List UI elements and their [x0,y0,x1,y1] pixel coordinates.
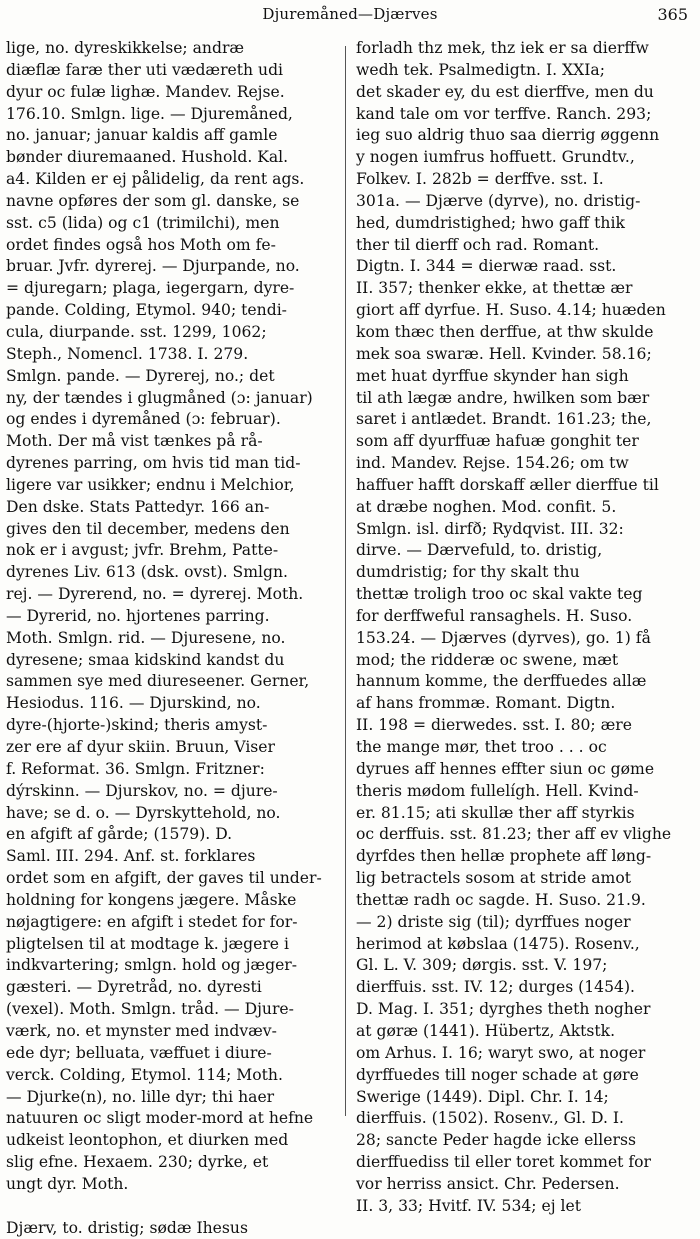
text-line: nøjagtigere: en afgift i stedet for for- [6,912,298,931]
text-line: cula, diurpande. sst. 1299, 1062; [6,322,267,341]
text-line: rej. — Dyrerend, no. = dyrerej. Moth. [6,585,304,604]
text-line: kand tale om vor terffve. Ranch. 293; [356,104,652,123]
text-line: wedh tek. Psalmedigtn. I. XXIa; [356,60,605,79]
text-line: herimod at købslaa (1475). Rosenv., [356,934,640,953]
text-line: en afgift af gårde; (1579). D. [6,825,233,844]
text-line: 28; sancte Peder hagde icke ellerss [356,1131,636,1150]
text-line: indkvartering; smlgn. hold og jæger- [6,956,298,975]
text-line: dyrffuedes till noger schade at gøre [356,1065,639,1084]
text-line [6,1196,338,1218]
text-line: II. 3, 33; Hvitf. IV. 534; ej let [356,1196,581,1215]
text-line: — Dyrerid, no. hjortenes parring. [6,606,270,625]
text-line: dierffuis. sst. IV. 12; durges (1454). [356,978,635,997]
text-line: pande. Colding, Etymol. 940; tendi- [6,301,287,320]
text-line: D. Mag. I. 351; dyrghes theth nogher [356,1000,651,1019]
text-line: f. Reformat. 36. Smlgn. Fritzner: [6,759,265,778]
text-line: verck. Colding, Etymol. 114; Moth. [6,1065,283,1084]
text-line: dierffuis. (1502). Rosenv., Gl. D. I. [356,1109,625,1128]
text-line: vor herriss ansict. Chr. Pedersen. [356,1174,620,1193]
text-line: til ath lægæ andre, hwilken som bær [356,388,650,407]
text-line: for derffweful ransaghels. H. Suso. [356,606,633,625]
text-line: dyre-(hjorte-)skind; theris amyst- [6,716,268,735]
text-line: hannum komme, the derffuedes allæ [356,672,647,691]
page-number: 365 [657,5,688,24]
text-line: dyrfdes then hellæ prophete aff løng- [356,847,652,866]
column-rule [345,46,346,1116]
text-line: (vexel). Moth. Smlgn. tråd. — Djure- [6,1000,294,1019]
text-line: have; se d. o. — Dyrskyttehold, no. [6,803,281,822]
text-line: — Djurke(n), no. lille dyr; thi haer [6,1087,275,1106]
text-line: dyrenes parring, om hvis tid man tid- [6,454,301,473]
text-line: om Arhus. I. 16; waryt swo, at noger [356,1043,646,1062]
text-line: Gl. L. V. 309; dørgis. sst. V. 197; [356,956,608,975]
text-line: gives den til december, medens den [6,519,290,538]
text-line: dyur oc fulæ lighæ. Mandev. Rejse. [6,82,285,101]
text-line: som aff dyurffuæ hafuæ gonghit ter [356,432,639,451]
text-line: Djærv, to. dristig; sødæ Ihesus [6,1218,248,1237]
text-line: ther til dierff och rad. Romant. [356,235,600,254]
text-line: dumdristig; for thy skalt thu [356,563,580,582]
text-line: holdning for kongens jægere. Måske [6,890,297,909]
text-line: 153.24. — Djærves (dyrves), go. 1) få [356,628,651,647]
text-line: diæflæ faræ ther uti vædæreth udi [6,60,284,79]
text-line: thettæ troligh troo oc skal vakte teg [356,585,643,604]
text-line: dyrues aff hennes effter siun oc gøme [356,759,655,778]
text-line: y nogen iumfrus hoffuett. Grundtv., [356,148,635,167]
text-line: 176.10. Smlgn. lige. — Djuremåned, [6,104,293,123]
text-line: at dræbe noghen. Mod. confit. 5. [356,497,617,516]
text-line: ordet findes også hos Moth om fe- [6,235,276,254]
text-line: haffuer hafft dorskaff æller dierffue til [356,475,659,494]
text-line: og endes i dyremåned (ɔ: februar). [6,410,281,429]
text-line: af hans frommæ. Romant. Digtn. [356,694,616,713]
text-line: lig betractels sosom at stride amot [356,869,631,888]
text-line: dirve. — Dærvefuld, to. dristig, [356,541,603,560]
text-line: theris mødom fullelígh. Hell. Kvind- [356,781,639,800]
text-line: dyrenes Liv. 613 (dsk. ovst). Smlgn. [6,563,288,582]
text-line: at gøræ (1441). Hübertz, Aktstk. [356,1021,616,1040]
text-line: værk, no. et mynster med indvæv- [6,1021,277,1040]
text-line: saret i antlædet. Brandt. 161.23; the, [356,410,652,429]
text-line: forladh thz mek, thz iek er sa dierffw [356,39,649,57]
text-line: bønder diuremaaned. Hushold. Kal. [6,148,289,167]
text-line: II. 198 = dierwedes. sst. I. 80; ære [356,716,632,735]
text-line: bruar. Jvfr. dyrerej. — Djurpande, no. [6,257,300,276]
text-line: nok er i avgust; jvfr. Brehm, Patte- [6,541,279,560]
text-line: Moth. Smlgn. rid. — Djuresene, no. [6,628,286,647]
text-line: ungt dyr. Moth. [6,1174,129,1193]
text-line: slig efne. Hexaem. 230; dyrke, et [6,1153,269,1172]
text-line: Saml. III. 294. Anf. st. forklares [6,847,256,866]
text-line: no. januar; januar kaldis aff gamle [6,126,278,145]
text-line: the mange mør, thet troo . . . oc [356,738,607,756]
text-line: er. 81.15; ati skullæ ther aff styrkis [356,803,635,822]
text-line: ieg suo aldrig thuo saa dierrig øggenn [356,126,660,145]
text-line: mek soa swaræ. Hell. Kvinder. 58.16; [356,344,652,363]
text-line: II. 357; thenker ekke, at thettæ ær [356,279,633,298]
text-line: navne opføres der som gl. danske, se [6,191,300,210]
running-head [0,5,700,27]
text-line: dyresene; smaa kidskind kandst du [6,650,285,669]
text-line: — 2) driste sig (til); dyrffues noger [356,912,631,931]
text-line: dýrskinn. — Djurskov, no. = djure- [6,781,278,800]
text-line: Moth. Der må vist tænkes på rå- [6,432,263,451]
right-column [356,38,688,1218]
running-title: Djuremåned—Djærves [262,5,438,23]
text-line: dierffuediss til eller toret kommet for [356,1153,652,1172]
text-line: = djuregarn; plaga, iegergarn, dyre- [6,279,295,298]
text-line: a4. Kilden er ej pålidelig, da rent ags. [6,170,305,189]
text-line: Den dske. Stats Pattedyr. 166 an- [6,497,270,516]
text-line: mod; the ridderæ oc swene, mæt [356,650,619,669]
text-line: lige, no. dyreskikkelse; andræ [6,39,245,57]
text-line: ny, der tændes i glugmåned (ɔ: januar) [6,388,313,407]
text-line: Smlgn. pande. — Dyrerej, no.; det [6,366,275,385]
text-line: udkeist leontophon, et diurken med [6,1131,289,1150]
text-line: ind. Mandev. Rejse. 154.26; om tw [356,454,629,473]
text-line: ligere var usikker; endnu i Melchior, [6,475,295,494]
text-line: Folkev. I. 282b = derffve. sst. I. [356,170,604,189]
text-line: sst. c5 (lida) og c1 (trimilchi), men [6,213,280,232]
text-line: zer ere af dyur skiin. Bruun, Viser [6,738,275,756]
text-line: 301a. — Djærve (dyrve), no. dristig- [356,191,641,210]
text-line: Digtn. I. 344 = dierwæ raad. sst. [356,257,617,276]
text-line: det skader ey, du est dierffve, men du [356,82,654,101]
text-line: Swerige (1449). Dipl. Chr. I. 14; [356,1087,609,1106]
text-line: thettæ radh oc sagde. H. Suso. 21.9. [356,890,646,909]
text-line: oc derffuis. sst. 81.23; ther aff ev vlighe [356,825,672,844]
left-column [6,38,338,1239]
text-line: giort aff dyrfue. H. Suso. 4.14; huæden [356,301,666,320]
text-line: met huat dyrffue skynder han sigh [356,366,629,385]
text-line: Smlgn. isl. dirfð; Rydqvist. III. 32: [356,519,624,538]
text-line: sammen sye med diureseener. Gerner, [6,672,310,691]
text-line: gæsteri. — Dyretråd, no. dyresti [6,978,262,997]
text-line: Steph., Nomencl. 1738. I. 279. [6,344,249,363]
text-line: ordet som en afgift, der gaves til under- [6,869,322,888]
text-line: pligtelsen til at modtage k. jægere i [6,934,289,953]
text-line: Hesiodus. 116. — Djurskind, no. [6,694,261,713]
text-line: ede dyr; belluata, væffuet i diure- [6,1043,272,1062]
text-line: hed, dumdristighed; hwo gaff thik [356,213,625,232]
text-line: natuuren oc sligt moder-mord at hefne [6,1109,314,1128]
text-line: kom thæc then derffue, at thw skulde [356,322,654,341]
